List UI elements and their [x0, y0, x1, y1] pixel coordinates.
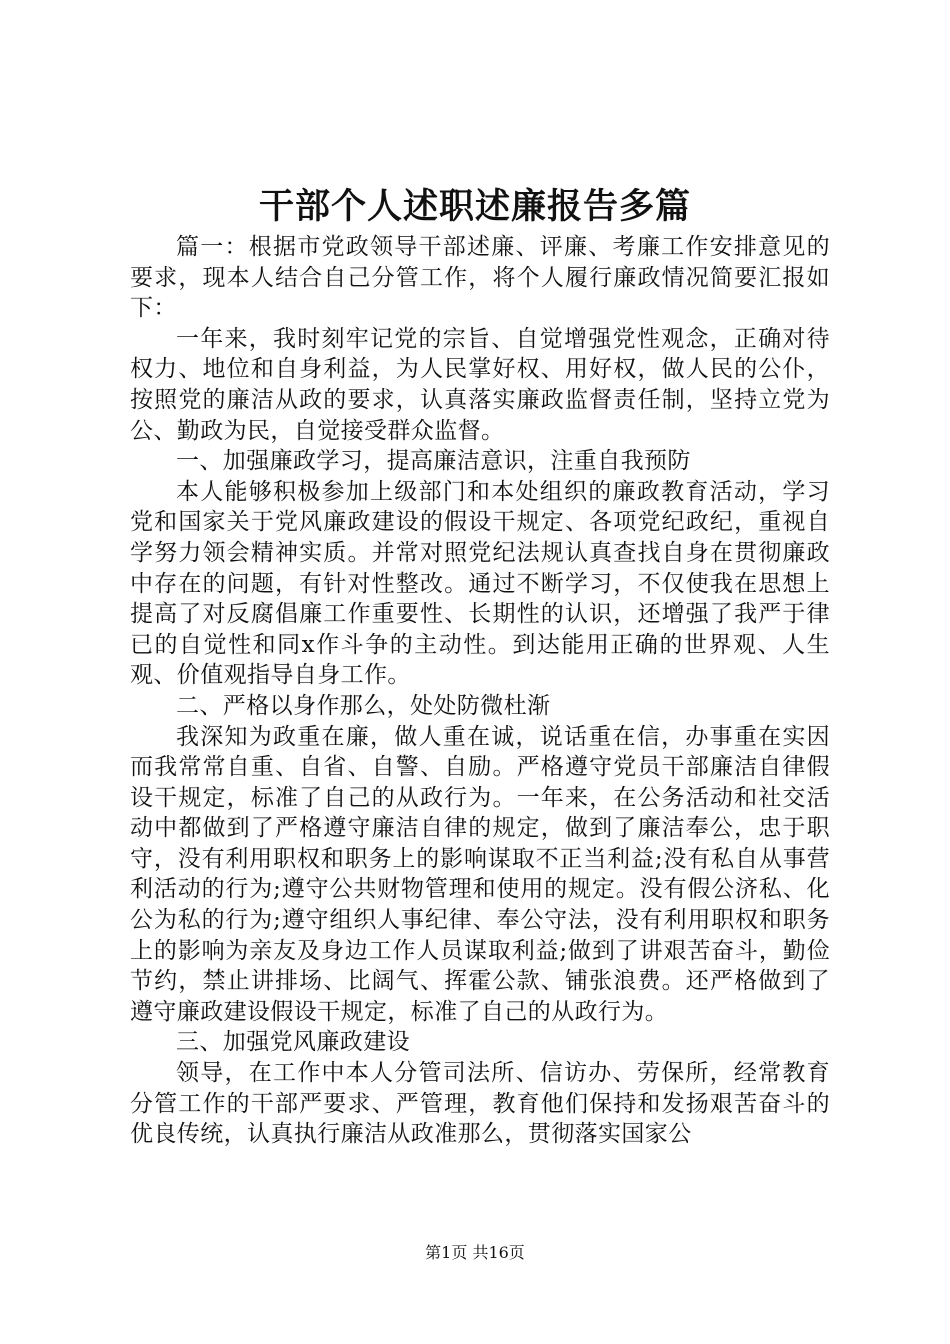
paragraph-intro: 篇一：根据市党政领导干部述廉、评廉、考廉工作安排意见的要求，现本人结合自己分管工作，将个人履行廉政情况简要汇报如下： — [130, 234, 830, 322]
document-title: 干部个人述职述廉报告多篇 — [258, 186, 691, 227]
paragraph-section-3: 领导，在工作中本人分管司法所、信访办、劳保所，经常教育分管工作的干部严要求、严管理，教育他们保持和发扬艰苦奋斗的优良传统，认真执行廉洁从政准那么，贯彻落实国家公 — [130, 1060, 830, 1148]
section-heading-1: 一、加强廉政学习，提高廉洁意识，注重自我预防 — [176, 448, 691, 475]
page-number-footer: 第1页 共16页 — [425, 1243, 525, 1262]
paragraph-summary: 一年来，我时刻牢记党的宗旨、自觉增强党性观念，正确对待权力、地位和自身利益，为人民掌好权、用好权，做人民的公仆，按照党的廉洁从政的要求，认真落实廉政监督责任制，坚持立党为公、勤政为民，自觉接受群众监督。 — [130, 325, 830, 444]
section-heading-2: 二、严格以身作那么，处处防微杜渐 — [176, 692, 551, 719]
document-body — [130, 232, 830, 1150]
paragraph-section-1: 本人能够积极参加上级部门和本处组织的廉政教育活动，学习党和国家关于党风廉政建设的假设干规定、各项党纪政纪，重视自学努力领会精神实质。并常对照党纪法规认真查找自身在贯彻廉政中存在的问题，有针对性整改。通过不断学习，不仅使我在思想上提高了对反腐倡廉工作重要性、长期性的认识，还增强了我严于律已的自觉性和同x作斗争的主动性。到达能用正确的世界观、人生观、价值观指导自身工作。 — [130, 478, 830, 689]
section-heading-3: 三、加强党风廉政建设 — [176, 1029, 410, 1056]
paragraph-section-2: 我深知为政重在廉，做人重在诚，说话重在信，办事重在实因而我常常自重、自省、自警、自励。严格遵守党员干部廉洁自律假设干规定，标准了自己的从政行为。一年来，在公务活动和社交活动中都做到了严格遵守廉洁自律的规定，做到了廉洁奉公，忠于职守，没有利用职权和职务上的影响谋取不正当利益;没有私自从事营利活动的行为;遵守公共财物管理和使用的规定。没有假公济私、化公为私的行为;遵守组织人事纪律、奉公守法，没有利用职权和职务上的影响为亲友及身边工作人员谋取利益;做到了讲艰苦奋斗，勤俭节约，禁止讲排场、比阔气、挥霍公款、铺张浪费。还严格做到了遵守廉政建设假设干规定，标准了自己的从政行为。 — [130, 723, 830, 1025]
